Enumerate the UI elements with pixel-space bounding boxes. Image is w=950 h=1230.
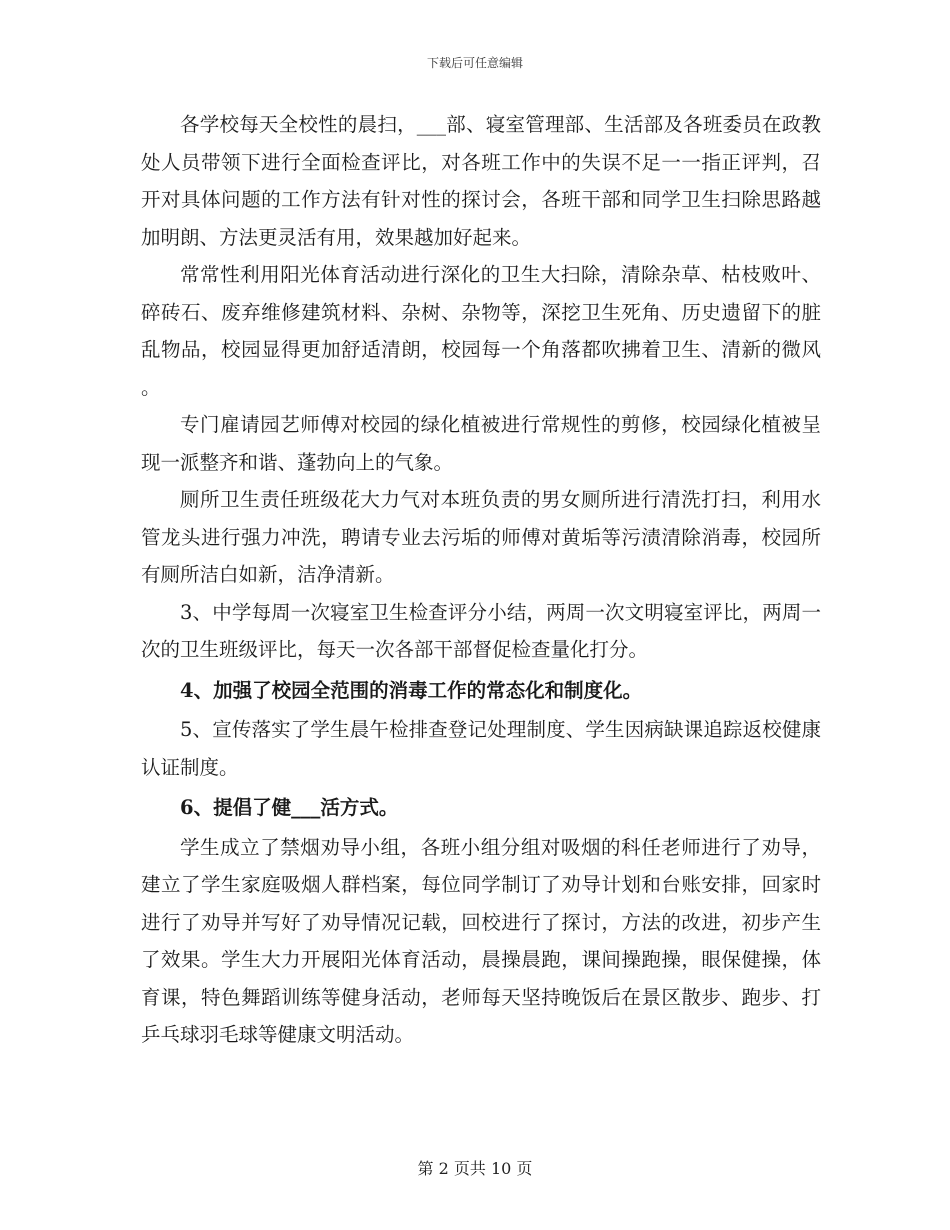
page-number: 第 2 页共 10 页 bbox=[417, 1159, 533, 1178]
paragraph-morning-cleaning: 各学校每天全校性的晨扫，___部、寝室管理部、生活部及各班委员在政教处人员带领下进行全面检查评比，对各班工作中的失误不足一一指正评判，召开对具体问题的工作方法有针对性的探讨会，各班干部和同学卫生扫除思路越加明朗、方法更灵活有用，效果越加好起来。 bbox=[141, 113, 821, 249]
heading-item-6: 6、提倡了健___活方式。 bbox=[180, 796, 399, 819]
paragraph-toilet-cleaning: 厕所卫生责任班级花大力气对本班负责的男女厕所进行清洗打扫，利用水管龙头进行强力冲洗，聘请专业去污垢的师傅对黄垢等污渍清除消毒，校园所有厕所洁白如新，洁净清新。 bbox=[141, 488, 821, 586]
paragraph-item-5: 5、宣传落实了学生晨午检排查登记处理制度、学生因病缺课追踪返校健康认证制度。 bbox=[141, 718, 821, 779]
paragraph-gardening: 专门雇请园艺师傅对校园的绿化植被进行常规性的剪修，校园绿化植被呈现一派整齐和谐、蓬勃向上的气象。 bbox=[141, 413, 821, 474]
document-body bbox=[141, 106, 821, 1054]
paragraph-sunshine-cleanup: 常常性利用阳光体育活动进行深化的卫生大扫除，清除杂草、枯枝败叶、碎砖石、废弃维修建筑材料、杂树、杂物等，深挖卫生死角、历史遗留下的脏乱物品，校园显得更加舒适清朗，校园每一个角落都吹拂着卫生、清新的微风。 bbox=[141, 263, 821, 399]
paragraph-item-3: 3、中学每周一次寝室卫生检查评分小结，两周一次文明寝室评比，两周一次的卫生班级评比，每天一次各部干部督促检查量化打分。 bbox=[141, 600, 821, 661]
paragraph-smoking-and-fitness: 学生成立了禁烟劝导小组，各班小组分组对吸烟的科任老师进行了劝导，建立了学生家庭吸烟人群档案，每位同学制订了劝导计划和台账安排，回家时进行了劝导并写好了劝导情况记载，回校进行了探讨，方法的改进，初步产生了效果。学生大力开展阳光体育活动，晨操晨跑，课间操跑操，眼保健操，体育课，特色舞蹈训练等健身活动，老师每天坚持晚饭后在景区散步、跑步、打乒乓球羽毛球等健康文明活动。 bbox=[141, 835, 821, 1046]
header-note: 下载后可任意编辑 bbox=[426, 56, 523, 70]
heading-item-4: 4、加强了校园全范围的消毒工作的常态化和制度化。 bbox=[180, 678, 643, 702]
